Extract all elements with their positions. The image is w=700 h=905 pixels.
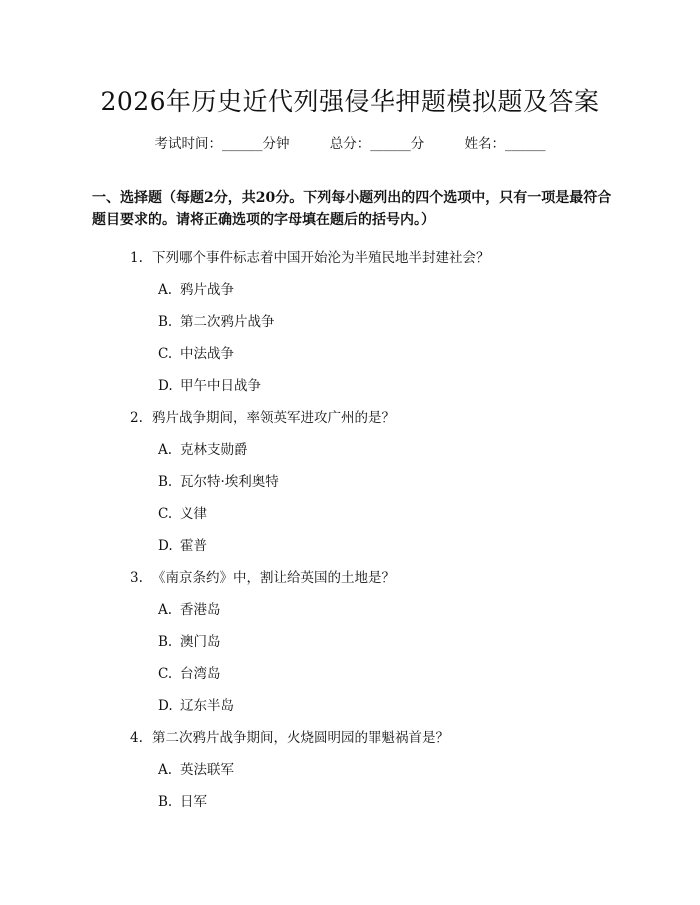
exam-time-field: 考试时间：______分钟: [154, 136, 290, 152]
option-letter: A.: [158, 602, 173, 618]
document-title: 2026年历史近代列强侵华押题模拟题及答案: [100, 87, 600, 116]
option-letter: A.: [158, 442, 173, 458]
question-2-option-c: [158, 502, 207, 522]
question-number: 2.: [130, 410, 143, 426]
question-text: 《南京条约》中，割让给英国的土地是？: [152, 570, 395, 586]
exam-info-line: [0, 132, 700, 152]
option-text: 鸦片战争: [180, 282, 234, 298]
option-text: 香港岛: [180, 602, 221, 618]
question-number: 3.: [130, 570, 143, 586]
question-1-option-b: [158, 310, 275, 330]
option-letter: C.: [158, 346, 173, 362]
option-text: 英法联军: [180, 762, 234, 778]
question-2: [130, 406, 395, 426]
option-letter: A.: [158, 762, 173, 778]
option-letter: B.: [158, 314, 173, 330]
question-1-option-a: [158, 278, 234, 298]
option-text: 瓦尔特·埃利奥特: [180, 474, 279, 490]
question-text: 下列哪个事件标志着中国开始沦为半殖民地半封建社会？: [152, 250, 490, 266]
question-2-option-b: [158, 470, 279, 490]
option-text: 澳门岛: [180, 634, 221, 650]
option-letter: C.: [158, 666, 173, 682]
question-2-option-d: [158, 534, 207, 554]
question-text: 鸦片战争期间，率领英军进攻广州的是？: [152, 410, 395, 426]
question-2-option-a: [158, 438, 248, 458]
question-4-option-b: [158, 790, 207, 810]
option-letter: C.: [158, 506, 173, 522]
option-letter: B.: [158, 634, 173, 650]
option-text: 克林支勋爵: [180, 442, 248, 458]
option-text: 辽东半岛: [180, 698, 234, 714]
option-text: 中法战争: [180, 346, 234, 362]
student-name-field: 姓名：______: [464, 136, 546, 152]
option-text: 第二次鸦片战争: [180, 314, 275, 330]
question-number: 4.: [130, 730, 143, 746]
section-header-multiple-choice: 一、选择题（每题2分，共20分。下列每小题列出的四个选项中，只有一项是最符合题目要求的。请将正确选项的字母填在题后的括号内。）: [92, 190, 612, 228]
option-text: 甲午中日战争: [180, 378, 261, 394]
option-text: 台湾岛: [180, 666, 221, 682]
question-number: 1.: [130, 250, 143, 266]
question-3-option-d: [158, 694, 234, 714]
option-letter: B.: [158, 794, 173, 810]
question-3-option-b: [158, 630, 221, 650]
question-text: 第二次鸦片战争期间，火烧圆明园的罪魁祸首是？: [152, 730, 449, 746]
question-4: [130, 726, 449, 746]
question-1-option-d: [158, 374, 261, 394]
option-letter: D.: [158, 378, 173, 394]
option-letter: D.: [158, 538, 173, 554]
option-letter: A.: [158, 282, 173, 298]
question-3-option-a: [158, 598, 221, 618]
question-1-option-c: [158, 342, 234, 362]
question-1: [130, 246, 490, 266]
question-3-option-c: [158, 662, 221, 682]
option-text: 日军: [180, 794, 207, 810]
question-3: [130, 566, 395, 586]
option-letter: D.: [158, 698, 173, 714]
option-letter: B.: [158, 474, 173, 490]
option-text: 霍普: [180, 538, 207, 554]
question-4-option-a: [158, 758, 234, 778]
option-text: 义律: [180, 506, 207, 522]
total-score-field: 总分：______分: [329, 136, 425, 152]
